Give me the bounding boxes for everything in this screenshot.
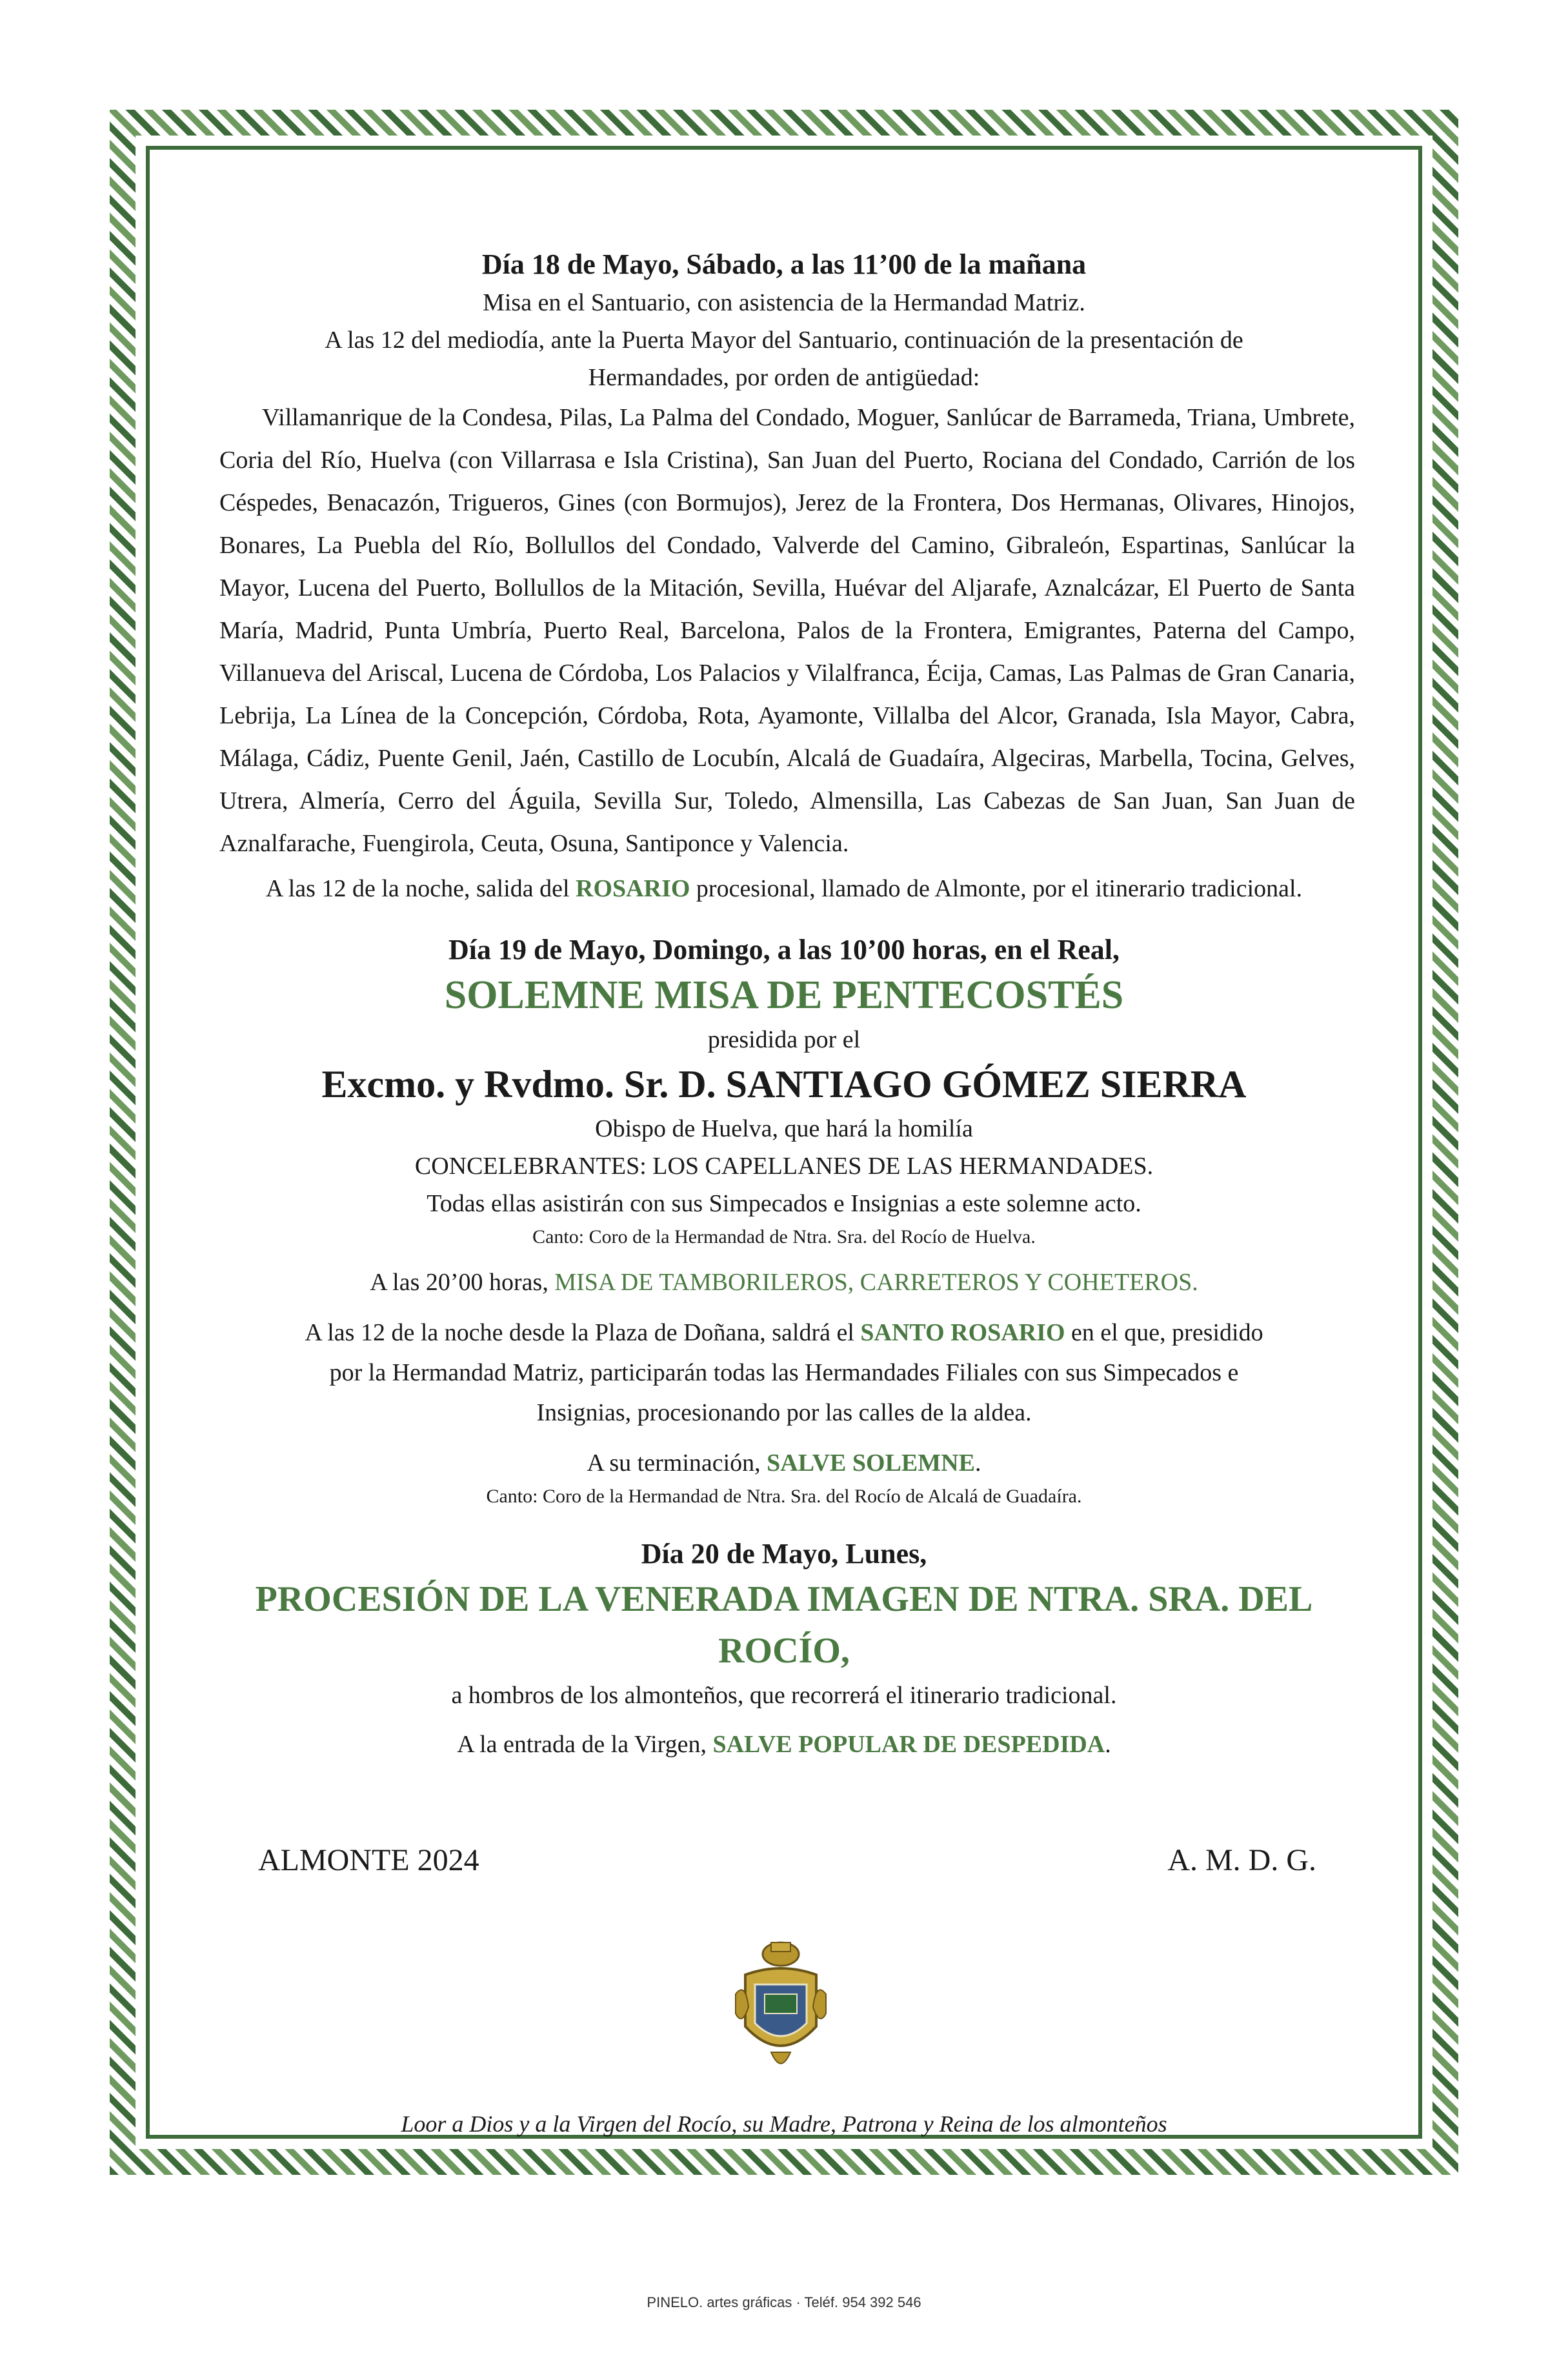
sunday-canto-2: Canto: Coro de la Hermandad de Ntra. Sra. del Rocío de Alcalá de Guadaíra. bbox=[486, 1486, 1082, 1507]
bishop-name: Excmo. y Rvdmo. Sr. D. SANTIAGO GÓMEZ SIERRA bbox=[321, 1063, 1247, 1105]
saturday-rosario bbox=[213, 870, 1355, 907]
misa-pre: A las 20’00 horas, bbox=[370, 1269, 555, 1296]
saturday-rosario-post: procesional, llamado de Almonte, por el itinerario tradicional. bbox=[690, 875, 1303, 902]
footer-left: ALMONTE 2024 bbox=[258, 1843, 479, 1877]
sunday-presided: presidida por el bbox=[707, 1026, 861, 1053]
monday-heading: Día 20 de Mayo, Lunes, bbox=[641, 1538, 927, 1570]
footer-right: A. M. D. G. bbox=[1167, 1843, 1316, 1877]
monday-title: PROCESIÓN DE LA VENERADA IMAGEN DE NTRA. SRA. DEL ROCÍO, bbox=[255, 1579, 1313, 1671]
program-content bbox=[213, 245, 1355, 1763]
saturday-heading: Día 18 de Mayo, Sábado, a las 11’00 de la mañana bbox=[481, 248, 1087, 280]
despedida-green: SALVE POPULAR DE DESPEDIDA bbox=[712, 1731, 1105, 1758]
saturday-rosario-word: ROSARIO bbox=[576, 875, 690, 902]
salve-solemne bbox=[213, 1444, 1355, 1482]
printer-credit: PINELO. artes gráficas · Teléf. 954 392 546 bbox=[647, 2294, 921, 2310]
sunday-title: SOLEMNE MISA DE PENTECOSTÉS bbox=[444, 973, 1124, 1017]
santo-rosario-pre: A las 12 de la noche desde la Plaza de Doñana, saldrá el bbox=[305, 1319, 861, 1346]
saturday-presentation: A las 12 del mediodía, ante la Puerta Mayor del Santuario, continuación de la presentación de Hermandades, por orden de antigüedad: bbox=[325, 327, 1243, 391]
misa-green: MISA DE TAMBORILEROS, CARRETEROS Y COHETEROS. bbox=[554, 1269, 1198, 1296]
santo-rosario-post: en el que, presidido por la Hermandad Matriz, participarán todas las Hermandades Filiales con sus Simpecados e Insignias, procesionando por las calles de la aldea. bbox=[329, 1319, 1263, 1426]
despedida-post: . bbox=[1105, 1731, 1111, 1758]
salve-green: SALVE SOLEMNE bbox=[767, 1449, 975, 1477]
saturday-mass: Misa en el Santuario, con asistencia de la Hermandad Matriz. bbox=[483, 289, 1085, 316]
motto: Loor a Dios y a la Virgen del Rocío, su Madre, Patrona y Reina de los almonteños bbox=[401, 2111, 1167, 2137]
santo-rosario-green: SANTO ROSARIO bbox=[860, 1319, 1065, 1346]
sunday-heading: Día 19 de Mayo, Domingo, a las 10’00 horas, en el Real, bbox=[448, 934, 1120, 965]
saturday-rosario-pre: A las 12 de la noche, salida del bbox=[265, 875, 576, 902]
salve-despedida bbox=[213, 1726, 1355, 1763]
simpecados-note: Todas ellas asistirán con sus Simpecados e Insignias a este solemne acto. bbox=[427, 1190, 1141, 1217]
despedida-pre: A la entrada de la Virgen, bbox=[457, 1731, 713, 1758]
footer-row bbox=[258, 1842, 1316, 1878]
sunday-canto: Canto: Coro de la Hermandad de Ntra. Sra. del Rocío de Huelva. bbox=[532, 1226, 1036, 1247]
bishop-role: Obispo de Huelva, que hará la homilía bbox=[595, 1115, 973, 1142]
sunday-santo-rosario bbox=[213, 1313, 1355, 1433]
concelebrants: CONCELEBRANTES: LOS CAPELLANES DE LAS HERMANDADES. bbox=[414, 1153, 1154, 1180]
salve-pre: A su terminación, bbox=[587, 1449, 767, 1477]
hermandades-list: Villamanrique de la Condesa, Pilas, La Palma del Condado, Moguer, Sanlúcar de Barrameda, Triana, Umbrete, Coria del Río, Huelva (con Villarrasa e Isla Cristina), San Juan del Puerto, Rociana del Condado, Carrión de los Céspedes, Benacazón, Trigueros, Gines (con Bormujos), Jerez de la Frontera, Dos Hermanas, Olivares, Hinojos, Bonares, La Puebla del Río, Bollullos del Condado, Valverde del Camino, Gibraleón, Espartinas, Sanlúcar la Mayor, Lucena del Puerto, Bollullos de la Mitación, Sevilla, Huévar del Aljarafe, Aznalcázar, El Puerto de Santa María, Madrid, Punta Umbría, Puerto Real, Barcelona, Palos de la Frontera, Emigrantes, Paterna del Campo, Villanueva del Ariscal, Lucena de Córdoba, Los Palacios y Vilalfranca, Écija, Camas, Las Palmas de Gran Canaria, Lebrija, La Línea de la Concepción, Córdoba, Rota, Ayamonte, Villalba del Alcor, Granada, Isla Mayor, Cabra, Málaga, Cádiz, Puente Genil, Jaén, Castillo de Locubín, Alcalá de Guadaíra, Algeciras, Marbella, Tocina, Gelves, Utrera, Almería, Cerro del Águila, Sevilla Sur, Toledo, Almensilla, Las Cabezas de San Juan, San Juan de Aznalfarache, Fuengirola, Ceuta, Osuna, Santiponce y Valencia. bbox=[219, 404, 1355, 857]
salve-post: . bbox=[974, 1449, 981, 1477]
coat-of-arms-icon bbox=[732, 1936, 829, 2078]
monday-line: a hombros de los almonteños, que recorrerá el itinerario tradicional. bbox=[451, 1682, 1117, 1709]
sunday-misa-tamborileros bbox=[213, 1264, 1355, 1301]
